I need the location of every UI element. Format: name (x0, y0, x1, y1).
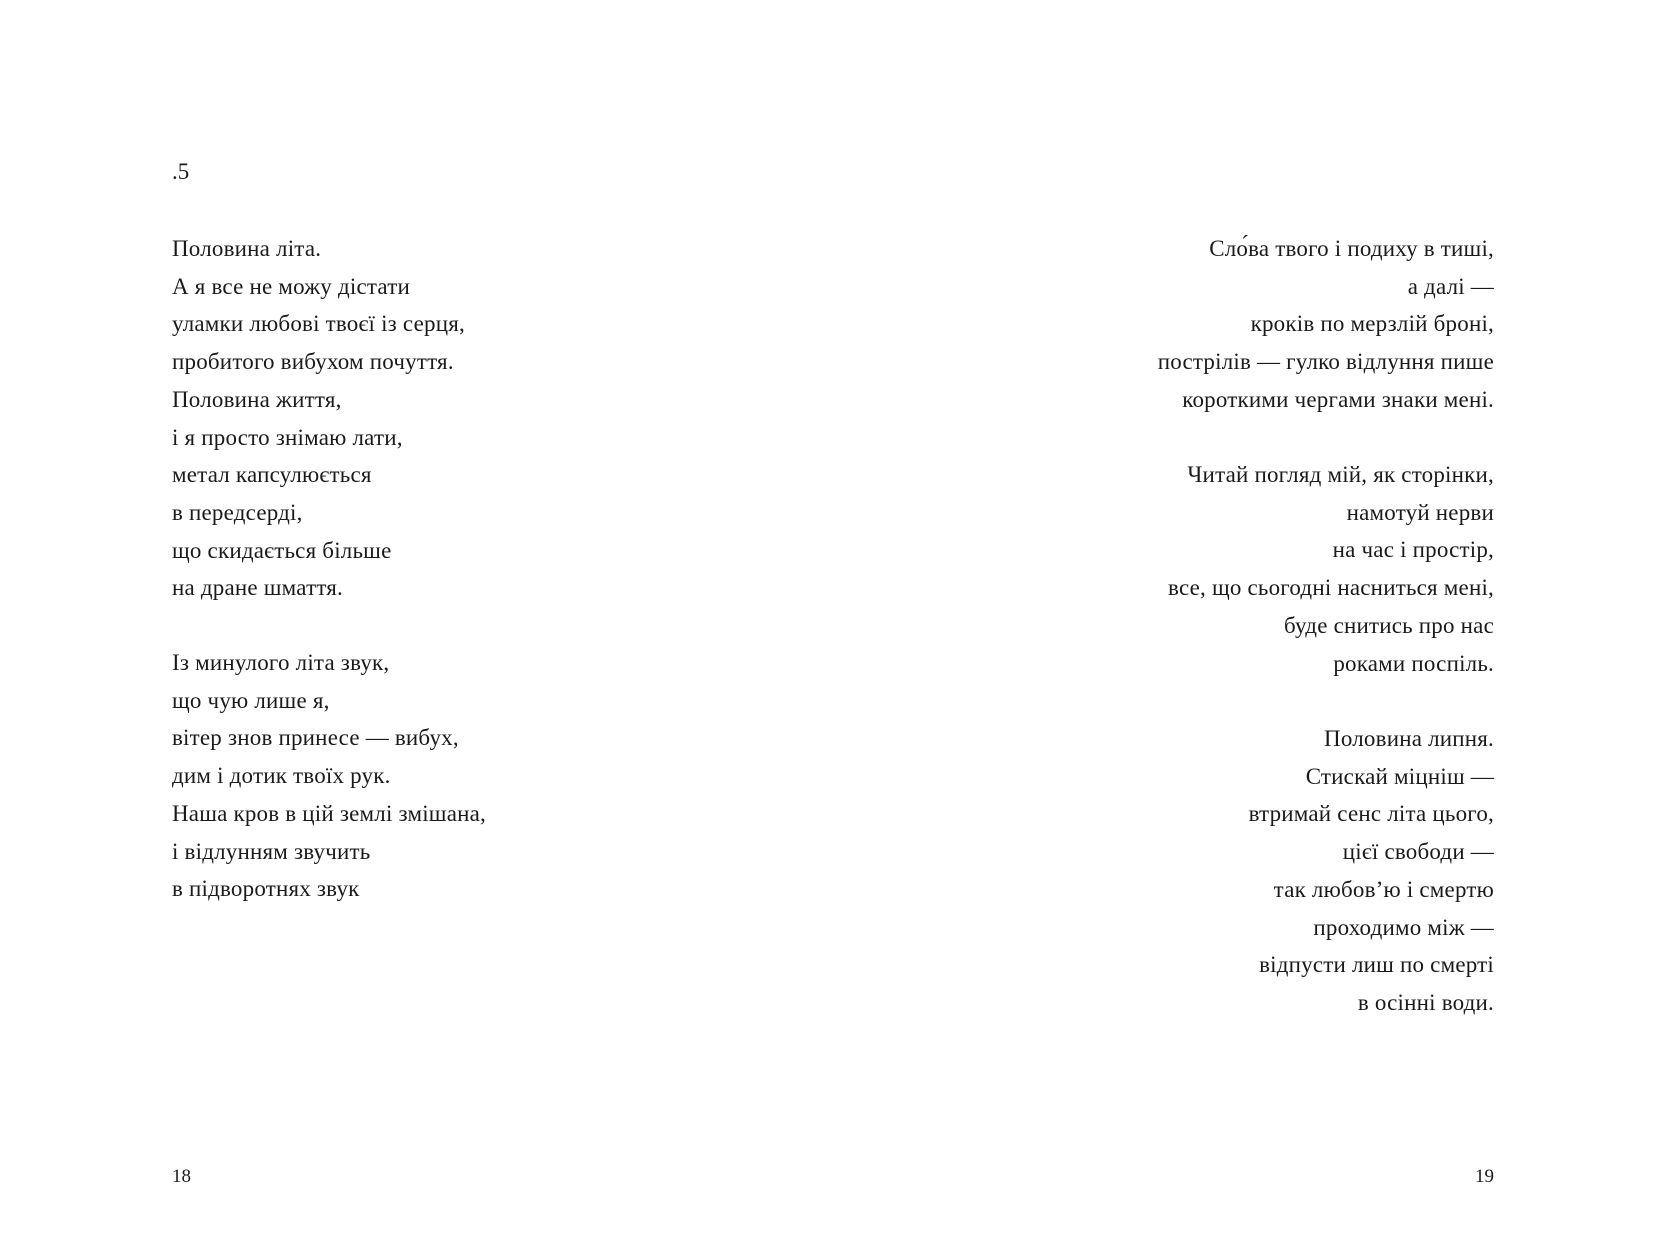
poem-line: що чую лише я, (172, 687, 330, 713)
poem-line: і відлунням звучить (172, 838, 371, 864)
poem-line: так любов’ю і смертю (1273, 876, 1494, 902)
poem-line: А я все не можу дістати (172, 273, 410, 299)
left-page (172, 0, 792, 1241)
poem-line: в осінні води. (1357, 989, 1494, 1015)
poem-line: короткими чергами знаки мені. (1182, 386, 1494, 412)
poem-line: все, що сьогодні насниться мені, (1168, 575, 1494, 601)
stanza (172, 644, 486, 908)
poem-line: Читай погляд мій, як сторінки, (1187, 462, 1494, 487)
poem-line: в передсерді, (172, 499, 303, 525)
page-number: 18 (172, 1166, 191, 1187)
poem-line: відпусти лиш по смерті (1259, 952, 1494, 978)
poem-line: пробитого вибухом почуття. (172, 349, 454, 375)
poem-number: .5 (172, 159, 190, 184)
poem-line: втримай сенс літа цього, (1248, 801, 1494, 827)
stanza (1168, 456, 1494, 682)
poem-line: дим і дотик твоїх рук. (172, 763, 391, 789)
poem-line: Стискай міцніш — (1305, 763, 1494, 789)
poem-line: уламки любові твоєї із серця, (172, 311, 465, 337)
poem-line: намотуй нерви (1346, 499, 1494, 525)
stanza (172, 230, 465, 607)
poem-line: Половина життя, (172, 386, 342, 412)
poem-line: на час і простір, (1332, 537, 1494, 563)
poem-line: проходимо між — (1313, 914, 1494, 940)
poem-line: що скидається більше (172, 537, 392, 563)
poem-line: Сло́ва твого і подиху в тиші, (1209, 236, 1494, 261)
page-number: 19 (1475, 1166, 1494, 1187)
poem-line: а далі — (1407, 273, 1494, 299)
poem-line: вітер знов принесе — вибух, (172, 725, 459, 751)
stanza (1158, 230, 1494, 419)
poem-line: кроків по мерзлій броні, (1250, 311, 1494, 337)
poem-line: цієї свободи — (1342, 839, 1494, 865)
poem-line: на дране шмаття. (172, 575, 343, 601)
right-page (874, 0, 1494, 1241)
poem-line: метал капсулюється (172, 462, 372, 488)
poem-line: Половина липня. (1324, 726, 1494, 751)
stanza (1249, 720, 1494, 1022)
poem-line: пострілів — гулко відлуння пише (1157, 349, 1494, 375)
poem-line: роками поспіль. (1333, 650, 1494, 676)
poem-line: в підворотнях звук (172, 876, 360, 902)
poem-line: Із минулого літа звук, (172, 650, 390, 675)
poem-line: Наша кров в цій землі змішана, (172, 800, 486, 826)
poem-line: і я просто знімаю лати, (172, 424, 403, 450)
poem-line: Половина літа. (172, 236, 322, 261)
poem-line: буде снитись про нас (1284, 612, 1494, 638)
